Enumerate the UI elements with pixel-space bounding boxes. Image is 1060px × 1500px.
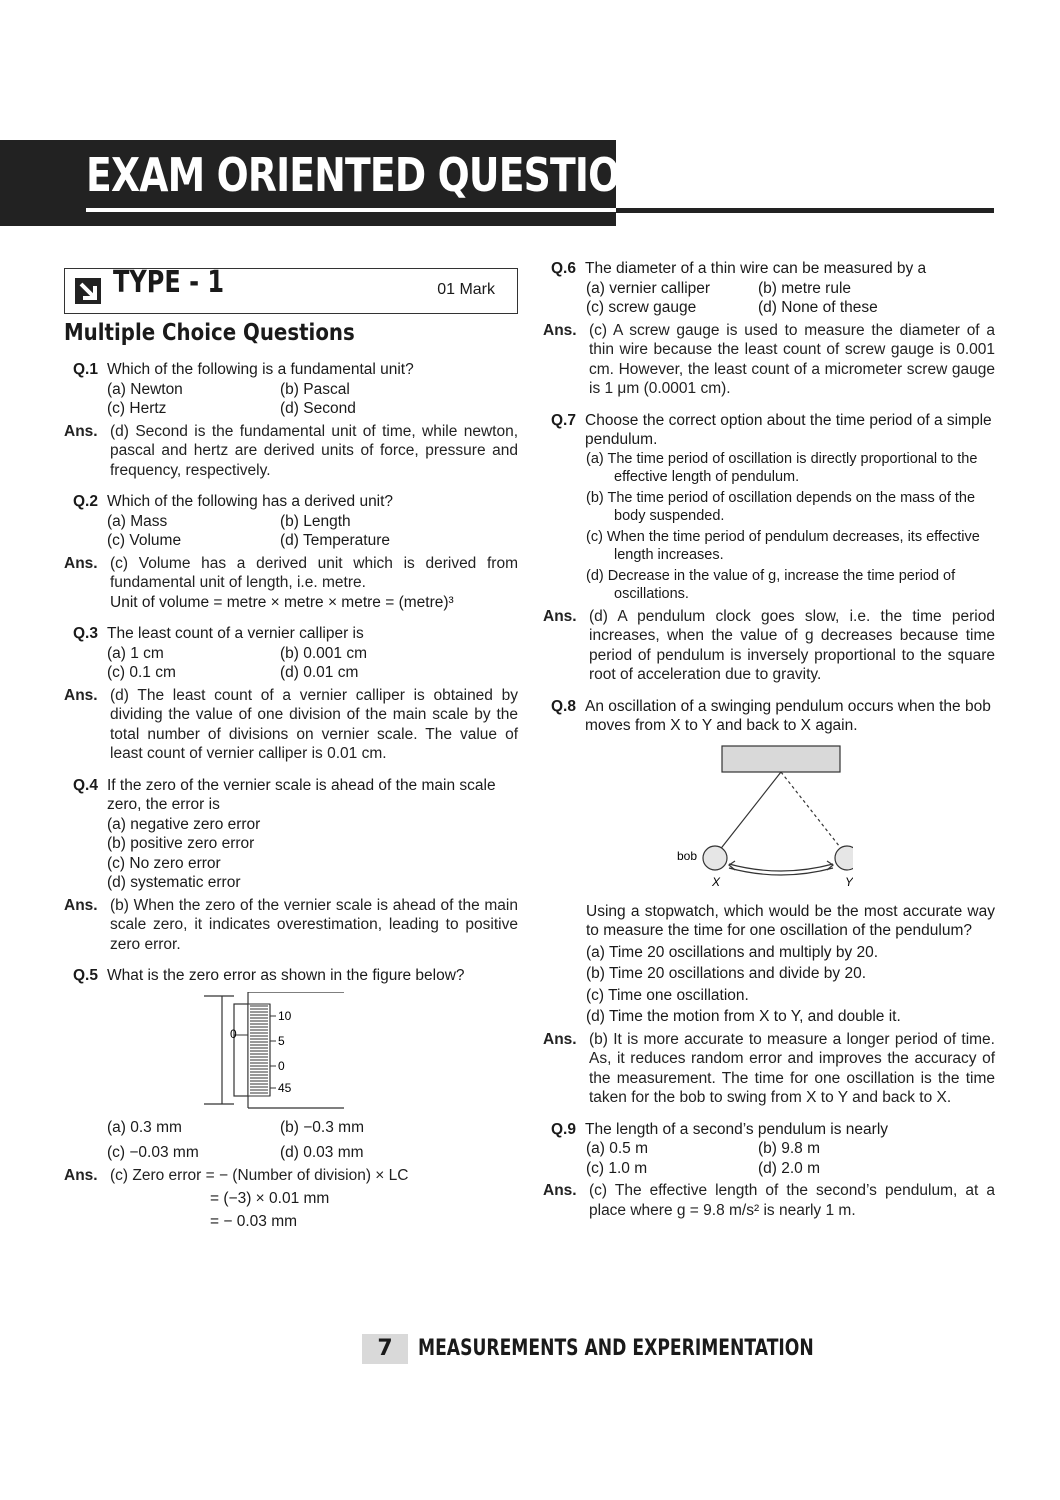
answer <box>64 422 518 481</box>
question-number: Q.6 <box>551 260 576 277</box>
answer-step: = − 0.03 mm <box>210 1212 298 1230</box>
option: (c) When the time period of pendulum decreases, its effective length increases. <box>586 528 980 563</box>
answer-label: Ans. <box>64 686 98 704</box>
type-label: TYPE - 1 <box>113 265 225 300</box>
answer-label: Ans. <box>64 1166 98 1184</box>
question-5 <box>64 966 518 1231</box>
option: (b) The time period of oscillation depends on the mass of the body suspended. <box>586 489 976 524</box>
vernier-figure <box>204 992 344 1110</box>
page-title: EXAM ORIENTED QUESTIONS <box>86 148 677 202</box>
question-text: Which of the following has a derived unit? <box>107 493 394 510</box>
answer-label: Ans. <box>543 607 577 625</box>
answer-extra: Unit of volume = metre × metre × metre = (metre)³ <box>110 593 454 611</box>
bob-label: bob <box>677 848 698 863</box>
answer <box>64 686 518 764</box>
question-8 <box>543 697 995 1108</box>
option: (b) 0.001 cm <box>280 644 368 662</box>
option: (a) 1 cm <box>107 644 164 662</box>
answer <box>543 1030 995 1108</box>
question-number: Q.1 <box>73 361 98 378</box>
answer-label: Ans. <box>543 1030 577 1048</box>
question-text: Which of the following is a fundamental unit? <box>107 361 414 378</box>
option: (a) negative zero error <box>107 815 261 833</box>
question-text-2: Using a stopwatch, which would be the most accurate way to measure the time for one oscillation of the pendulum? <box>586 902 995 939</box>
tick-label: 5 <box>278 1033 285 1048</box>
option: (b) Pascal <box>280 380 350 398</box>
question-2 <box>64 492 518 612</box>
option: (a) 0.5 m <box>586 1140 649 1157</box>
question-7 <box>543 411 995 685</box>
option: (c) screw gauge <box>586 299 697 316</box>
answer-text: (d) A pendulum clock goes slow, i.e. the time period increases, when the value of g decreases because time period of pendulum is inversely proportional to the square root of acceleration due to gravity. <box>589 607 995 683</box>
pendulum-figure <box>673 744 853 894</box>
answer-text: (d) Second is the fundamental unit of time, while newton, pascal and hertz are derived units of force, pressure and frequency, respectively. <box>110 422 518 479</box>
option: (d) systematic error <box>107 874 241 891</box>
y-label: Y <box>845 874 853 889</box>
answer-label: Ans. <box>64 896 98 914</box>
question-number: Q.9 <box>551 1120 576 1138</box>
question-number: Q.5 <box>73 967 98 984</box>
answer-text: (c) The effective length of the second’s pendulum, at a place where g = 9.8 m/s² is nearly 1 m. <box>589 1182 995 1219</box>
question-3 <box>64 624 518 764</box>
question-number: Q.7 <box>551 411 576 429</box>
answer-text: (c) Zero error = − (Number of division) × LC <box>110 1166 409 1184</box>
answer-text: (c) A screw gauge is used to measure the diameter of a thin wire because the least count of screw gauge is 0.001 cm. However, the least count of a micrometer screw gauge is 1 μm (0.0001 cm). <box>589 321 995 397</box>
option: (b) Time 20 oscillations and divide by 20. <box>586 965 867 982</box>
x-label: X <box>712 874 721 889</box>
answer-text: (d) The least count of a vernier calliper is obtained by dividing the value of one division of the main scale by the total number of divisions on vernier scale. The value of least count of vernier calliper is 0.01 cm. <box>110 686 518 762</box>
answer <box>64 554 518 593</box>
option: (c) Hertz <box>107 400 167 417</box>
option: (d) None of these <box>758 299 878 316</box>
left-column <box>64 265 518 1243</box>
answer-label: Ans. <box>543 321 577 339</box>
tick-label: 10 <box>278 1008 292 1023</box>
right-column <box>543 259 995 1232</box>
option: (b) positive zero error <box>107 835 255 852</box>
type-box <box>64 265 518 314</box>
option: (d) Decrease in the value of g, increase the time period of oscillations. <box>586 567 956 602</box>
option: (c) No zero error <box>107 854 221 872</box>
option: (a) Time 20 oscillations and multiply by 20. <box>586 943 879 961</box>
answer-text: (b) When the zero of the vernier scale is ahead of the main scale zero, it indicates overestimation, leading to positive zero error. <box>110 896 518 953</box>
option: (c) 1.0 m <box>586 1159 648 1177</box>
option: (d) 0.03 mm <box>280 1144 364 1161</box>
vernier-diagram <box>204 992 344 1110</box>
chapter-title: MEASUREMENTS AND EXPERIMENTATION <box>418 1336 814 1361</box>
tick-label: 0 <box>278 1058 285 1073</box>
option: (b) Length <box>280 512 351 530</box>
option: (a) The time period of oscillation is directly proportional to the effective length of pendulum. <box>586 450 978 485</box>
question-4 <box>64 776 518 955</box>
option: (a) Mass <box>107 512 168 530</box>
question-number: Q.2 <box>73 493 98 510</box>
answer-label: Ans. <box>64 422 98 440</box>
option: (c) −0.03 mm <box>107 1144 199 1161</box>
option: (b) −0.3 mm <box>280 1118 364 1136</box>
question-9 <box>543 1120 995 1221</box>
question-text: Choose the correct option about the time period of a simple pendulum. <box>585 411 992 448</box>
type-marks: 01 Mark <box>437 281 495 298</box>
answer-text: (b) It is more accurate to measure a longer period of time. As, it reduces random error and improves the accuracy of the measurement. The time for one oscillation is the time taken for the bob to swing from X to Y and back to X. <box>589 1030 995 1106</box>
question-1 <box>64 360 518 480</box>
question-text: The diameter of a thin wire can be measured by a <box>585 260 927 277</box>
question-number: Q.8 <box>551 697 576 715</box>
header-rule-inner <box>86 208 616 212</box>
answer-text: (c) Volume has a derived unit which is derived from fundamental unit of length, i.e. metre. <box>110 554 518 591</box>
answer <box>64 1166 518 1186</box>
question-text: The least count of a vernier calliper is <box>107 625 364 642</box>
option: (a) 0.3 mm <box>107 1118 182 1136</box>
answer <box>543 1181 995 1220</box>
answer-label: Ans. <box>543 1182 577 1199</box>
question-6 <box>543 259 995 399</box>
option: (c) Time one oscillation. <box>586 986 749 1004</box>
option: (d) 0.01 cm <box>280 664 359 681</box>
option: (b) 9.8 m <box>758 1140 821 1157</box>
question-text: The length of a second’s pendulum is nearly <box>585 1120 889 1138</box>
option: (d) Second <box>280 400 356 417</box>
option: (d) 2.0 m <box>758 1159 821 1177</box>
pendulum-diagram <box>673 744 853 894</box>
answer <box>64 896 518 955</box>
arrow-icon <box>75 278 101 304</box>
page-number: 7 <box>362 1334 408 1364</box>
option: (a) Newton <box>107 380 183 398</box>
answer-step: = (−3) × 0.01 mm <box>210 1190 330 1207</box>
answer <box>543 607 995 685</box>
main-scale-zero-label: 0 <box>230 1026 237 1041</box>
question-number: Q.4 <box>73 776 98 794</box>
answer-label: Ans. <box>64 554 98 572</box>
question-text: If the zero of the vernier scale is ahead of the main scale zero, the error is <box>107 776 496 813</box>
option: (c) 0.1 cm <box>107 664 176 681</box>
option: (c) Volume <box>107 532 182 549</box>
answer <box>543 321 995 399</box>
option: (d) Temperature <box>280 532 390 549</box>
option: (a) vernier calliper <box>586 279 711 297</box>
option: (d) Time the motion from X to Y, and double it. <box>586 1008 901 1025</box>
tick-label: 45 <box>278 1080 292 1095</box>
question-text: What is the zero error as shown in the figure below? <box>107 967 465 984</box>
question-text: An oscillation of a swinging pendulum occurs when the bob moves from X to Y and back to X again. <box>585 697 991 734</box>
option: (b) metre rule <box>758 279 852 297</box>
question-number: Q.3 <box>73 625 98 642</box>
section-title: Multiple Choice Questions <box>64 320 355 346</box>
